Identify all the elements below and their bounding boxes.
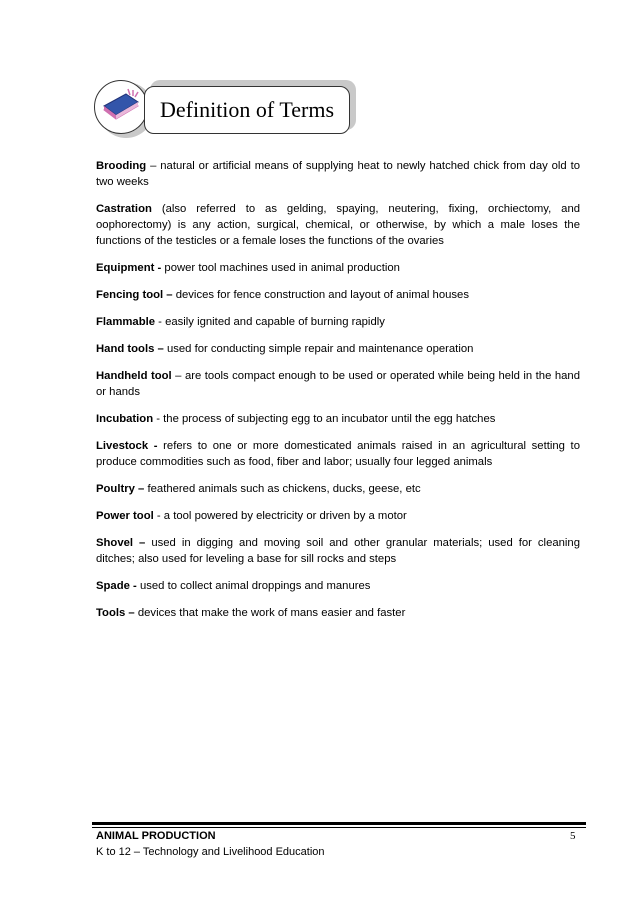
definition-text: the process of subjecting egg to an incubator until the egg hatches <box>163 413 496 425</box>
definition-entry <box>96 260 580 276</box>
definition-term: Hand tools – <box>96 343 164 355</box>
definition-separator: – <box>171 370 185 382</box>
definition-term: Shovel – <box>96 537 146 549</box>
definition-term: Spade - <box>96 580 137 592</box>
definition-text: power tool machines used in animal production <box>164 262 400 274</box>
definition-separator: – <box>146 160 161 172</box>
definition-text: natural or artificial means of supplying heat to newly hatched chick from day old to two weeks <box>96 160 580 188</box>
definition-entry <box>96 411 580 427</box>
definition-term: Incubation <box>96 413 154 425</box>
definition-entry <box>96 535 580 567</box>
definition-separator: - <box>153 413 164 425</box>
definition-separator: - <box>153 510 164 522</box>
definition-entry <box>96 201 580 249</box>
footer-subject: ANIMAL PRODUCTION <box>96 830 216 842</box>
definition-entry <box>96 438 580 470</box>
definition-term: Brooding <box>96 160 147 172</box>
definition-text: used to collect animal droppings and manures <box>139 580 371 592</box>
footer-course: K to 12 – Technology and Livelihood Education <box>96 846 325 858</box>
definition-text: used for conducting simple repair and maintenance operation <box>166 343 474 355</box>
definition-term: Flammable <box>96 316 156 328</box>
definition-text: (also referred to as gelding, spaying, neutering, fixing, orchiectomy, and oophorectomy) is any action, surgical, chemical, or otherwise, by which a male loses the functions of the testicles or a female loses the functions of the ovaries <box>96 203 581 247</box>
definition-text: a tool powered by electricity or driven by a motor <box>163 510 407 522</box>
definition-text: feathered animals such as chickens, ducks, geese, etc <box>147 483 421 495</box>
definition-entry <box>96 314 580 330</box>
definition-separator <box>152 203 162 215</box>
title-box <box>144 86 350 134</box>
page-title: Definition of Terms <box>159 97 335 122</box>
definition-term: Poultry – <box>96 483 145 495</box>
definition-entry <box>96 287 580 303</box>
definition-text: refers to one or more domesticated animals raised in an agricultural setting to produce commodities such as food, fiber and labor; usually four legged animals <box>96 440 580 468</box>
definition-entry <box>96 578 580 594</box>
definition-separator: - <box>155 316 166 328</box>
definition-term: Tools – <box>96 607 135 619</box>
definition-text: are tools compact enough to be used or operated while being held in the hand or hands <box>96 370 580 398</box>
definition-entry <box>96 508 580 524</box>
definition-term: Livestock - <box>96 440 158 452</box>
page-number: 5 <box>570 830 576 842</box>
definition-text: easily ignited and capable of burning rapidly <box>165 316 385 328</box>
footer-rule-thin <box>92 827 586 828</box>
definition-term: Equipment - <box>96 262 162 274</box>
definition-text: used in digging and moving soil and other granular materials; used for cleaning ditches; also used for leveling a base for sill rocks and steps <box>96 537 580 565</box>
definition-entry <box>96 341 580 357</box>
definition-entry <box>96 605 580 621</box>
definition-term: Power tool <box>96 510 154 522</box>
definition-entry <box>96 158 580 190</box>
definition-entry <box>96 481 580 497</box>
definition-text: devices for fence construction and layout of animal houses <box>175 289 469 301</box>
definition-term: Handheld tool <box>96 370 172 382</box>
definition-term: Fencing tool – <box>96 289 173 301</box>
definitions-list <box>96 158 580 632</box>
definition-entry <box>96 368 580 400</box>
book-icon <box>98 86 144 128</box>
definition-text: devices that make the work of mans easier and faster <box>137 607 406 619</box>
section-header <box>92 78 362 142</box>
footer-rule <box>92 822 586 825</box>
definition-term: Castration <box>96 203 152 215</box>
